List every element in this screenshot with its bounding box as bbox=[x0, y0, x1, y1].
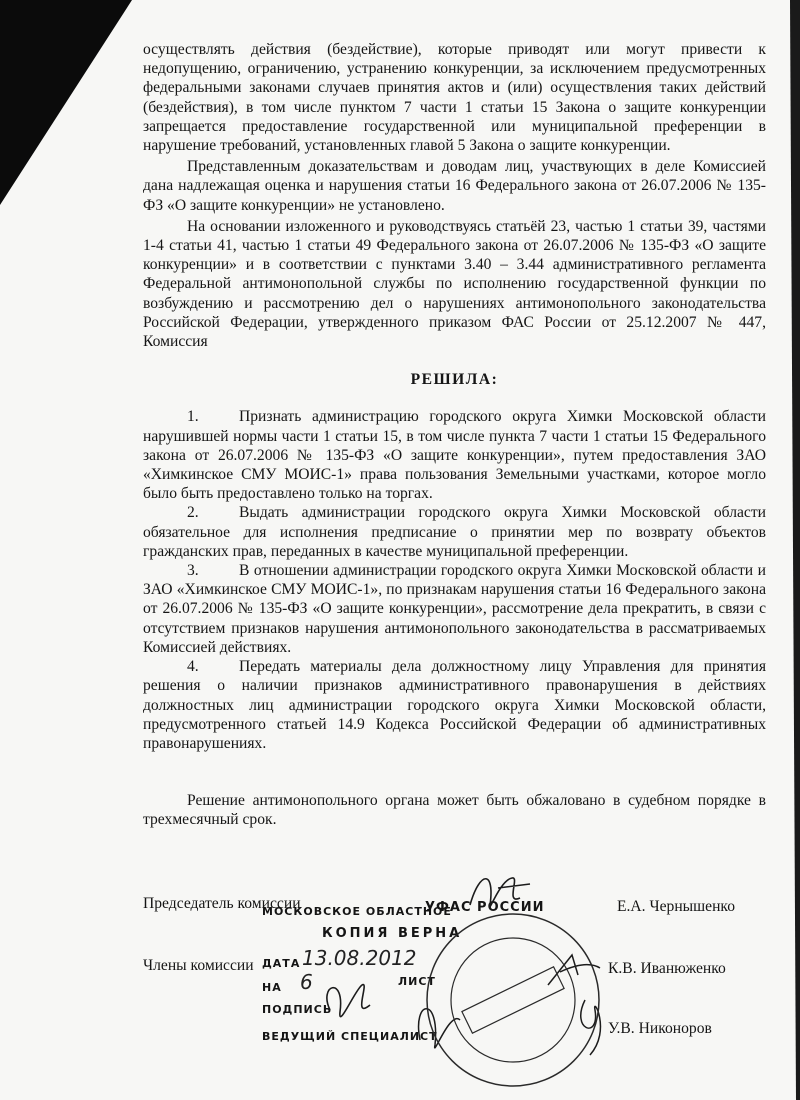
item-text: Выдать администрации городского округа Химки Московской области обязательное для исполнения предписание о принятии мер по возврату объектов гражданских прав, переданных в качестве муниципальной преференции. bbox=[143, 504, 766, 560]
stamp-line-1: МОСКОВСКОЕ ОБЛАСТНОЕ bbox=[262, 905, 452, 918]
paragraph-3: На основании изложенного и руководствуясь статьёй 23, частью 1 статьи 39, частями 1-4 статьи 41, частью 1 статьи 49 Федерального закона от 26.07.2006 № 135-ФЗ «О защите конкуренции» и в соответствии с пунктами 3.40 – 3.44 административного регламента Федеральной антимонопольной службы по исполнению государственной функции по возбуждению и рассмотрению дел о нарушениях антимонопольного законодательства Российской Федерации, утвержденного приказом ФАС России от 25.12.2007 № 447, Комиссия bbox=[143, 217, 766, 351]
stamp-date-handwritten: 13.08.2012 bbox=[302, 946, 417, 970]
item-text: Передать материалы дела должностному лицу Управления для принятия решения о наличии признаков административного правонарушения в действиях должностных лиц администрации городского округа Химки Московской области, предусмотренного статьей 14.9 Кодекса Российской Федерации об административных правонарушениях. bbox=[143, 658, 766, 752]
stamp-sign-label: ПОДПИСЬ bbox=[262, 1003, 333, 1016]
chair-name: Е.А. Чернышенко bbox=[617, 898, 736, 915]
item-text: В отношении администрации городского округа Химки Московской области и ЗАО «Химкинское СМУ МОИС-1», по признакам нарушения статьи 16 Федерального закона от 26.07.2006 № 135-ФЗ «О защите конкуренции», рассмотрение дела прекратить, в связи с отсутствием признаков нарушения антимонопольного законодательства в рассматриваемых Комиссией действиях. bbox=[143, 562, 766, 656]
chair-label: Председатель комиссии bbox=[143, 895, 301, 912]
stamp-sheets-handwritten: 6 bbox=[300, 970, 313, 994]
item-number: 3. bbox=[187, 562, 199, 580]
item-number: 1. bbox=[187, 408, 199, 426]
stamp-position: ВЕДУЩИЙ СПЕЦИАЛИСТ bbox=[262, 1030, 438, 1043]
member-2-name: У.В. Никоноров bbox=[608, 1020, 712, 1037]
stamp-date-label: ДАТА bbox=[262, 957, 301, 970]
decision-heading: РЕШИЛА: bbox=[410, 371, 499, 389]
paragraph-2: Представленным доказательствам и доводам лиц, участвующих в деле Комиссией дана надлежащая оценка и нарушения статьи 16 Федерального закона от 26.07.2006 № 135-ФЗ «О защите конкуренции» не установлено. bbox=[143, 158, 766, 214]
signature-copy bbox=[327, 985, 370, 1017]
signature-chair bbox=[470, 878, 530, 907]
stamp-sheets-label: НА bbox=[262, 981, 282, 994]
signature-member-1 bbox=[548, 955, 600, 985]
item-text: Признать администрацию городского округа Химки Московской области нарушившей нормы части 1 статьи 15, в том числе пункта 7 части 1 статьи 15 Федерального закона от 26.07.2006 № 135-ФЗ «О защите конкуренции», путем предоставления ЗАО «Химкинское СМУ МОИС-1» права пользования Земельными участками, которое могло было быть предоставлено только на торгах. bbox=[143, 408, 766, 503]
paragraph-1: осуществлять действия (бездействие), которые приводят или могут привести к недопущению, ограничению, устранению конкуренции, за исключением предусмотренных федеральными законами случаев принятия актов и (или) осуществления таких действий (бездействия), в том числе пунктом 7 части 1 статьи 15 Закона о защите конкуренции запрещается предоставление государственной или муниципальной преференции в нарушение требований, установленных главой 5 Закона о защите конкуренции. bbox=[143, 41, 766, 155]
appeal-note: Решение антимонопольного органа может быть обжаловано в судебном порядке в трехмесячный срок. bbox=[143, 792, 766, 829]
members-label: Члены комиссии bbox=[143, 957, 254, 974]
item-number: 2. bbox=[187, 504, 199, 522]
round-seal bbox=[427, 914, 599, 1086]
stamp-sheets-suffix: ЛИСТ bbox=[398, 975, 436, 988]
stamp-line-1b: УФАС РОССИИ bbox=[425, 900, 545, 915]
member-1-name: К.В. Иванюженко bbox=[608, 960, 726, 977]
item-number: 4. bbox=[187, 658, 199, 676]
stamp-line-2: КОПИЯ ВЕРНА bbox=[322, 926, 463, 941]
signature-member-2 bbox=[419, 1000, 601, 1055]
